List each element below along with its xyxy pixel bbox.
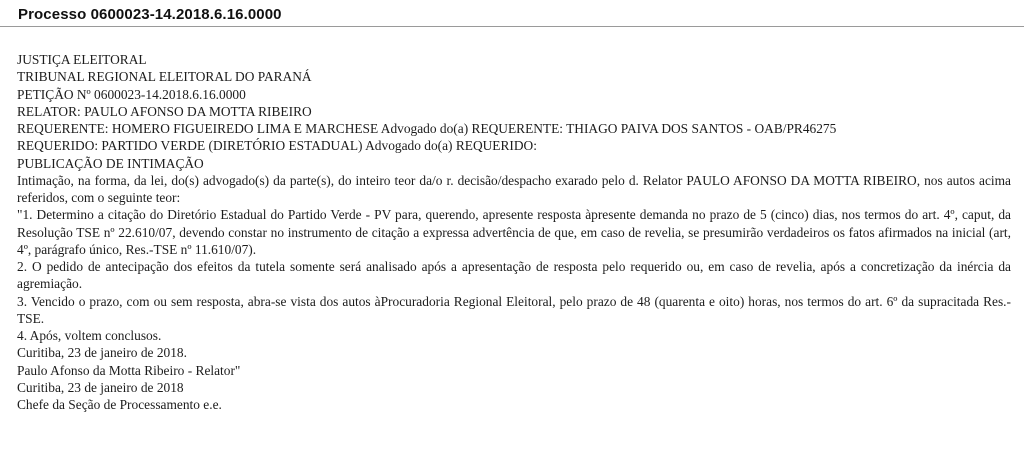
tribunal-name: TRIBUNAL REGIONAL ELEITORAL DO PARANÁ — [17, 69, 312, 85]
decision-item-2: 2. O pedido de antecipação dos efeitos da tutela somente será analisado após a apresentação de resposta pelo requerido ou, em caso de revelia, após a concretização da inércia da agremiação. — [17, 259, 1011, 292]
place-date-1: Curitiba, 23 de janeiro de 2018. — [17, 345, 187, 361]
applicant-line: REQUERENTE: HOMERO FIGUEIREDO LIMA E MARCHESE Advogado do(a) REQUERENTE: THIAGO PAIVA DOS SANTOS - OAB/PR46275 — [17, 121, 837, 136]
rapporteur-line: RELATOR: PAULO AFONSO DA MOTTA RIBEIRO — [17, 103, 312, 119]
process-header — [0, 0, 1024, 27]
decision-item-3: 3. Vencido o prazo, com ou sem resposta, abra-se vista dos autos àProcuradoria Regional Eleitoral, pelo prazo de 48 (quarenta e oito) horas, nos termos do art. 6º da supracitada Res.-TSE. — [17, 293, 1011, 326]
intimation-intro: Intimação, na forma, da lei, do(s) advogado(s) da parte(s), do inteiro teor da/o r. decisão/despacho exarado pelo d. Relator PAULO AFONSO DA MOTTA RIBEIRO, nos autos acima referidos, com o seguinte teor: — [17, 172, 1011, 205]
document-body — [17, 51, 1011, 413]
publication-heading: PUBLICAÇÃO DE INTIMAÇÃO — [17, 155, 204, 171]
process-title: Processo 0600023-14.2018.6.16.0000 — [18, 6, 282, 23]
decision-item-4: 4. Após, voltem conclusos. — [17, 328, 162, 343]
court-name: JUSTIÇA ELEITORAL — [17, 52, 147, 67]
section-chief-signature: Chefe da Seção de Processamento e.e. — [17, 397, 222, 412]
decision-item-1: "1. Determino a citação do Diretório Estadual do Partido Verde - PV para, querendo, apresente resposta àpresente demanda no prazo de 5 (cinco) dias, nos termos do art. 4º, caput, da Resolução TSE nº 22.610/07, devendo constar no instrumento de citação a expressa advertência de que, em caso de revelia, se presumirão verdadeiros os fatos afirmados na inicial (art, 4º, parágrafo único, Res.-TSE nº 11.610/07). — [17, 207, 1011, 257]
petition-number: PETIÇÃO Nº 0600023-14.2018.6.16.0000 — [17, 86, 246, 102]
respondent-line: REQUERIDO: PARTIDO VERDE (DIRETÓRIO ESTADUAL) Advogado do(a) REQUERIDO: — [17, 138, 537, 154]
place-date-2: Curitiba, 23 de janeiro de 2018 — [17, 379, 184, 395]
rapporteur-signature: Paulo Afonso da Motta Ribeiro - Relator" — [17, 362, 241, 378]
